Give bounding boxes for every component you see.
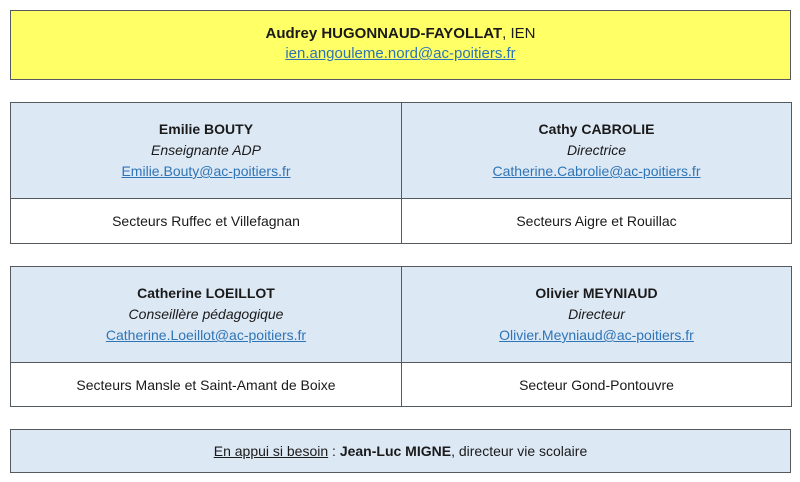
person-email-link[interactable]: Catherine.Loeillot@ac-poitiers.fr [105,327,307,343]
person-role: Directrice [566,142,627,158]
team-table-1 [10,102,792,244]
person-name: Cathy CABROLIE [538,121,655,137]
person-email-link[interactable]: Catherine.Cabrolie@ac-poitiers.fr [492,163,701,179]
support-footer-box [10,429,791,473]
person-role: Directeur [568,306,625,322]
person-email-link[interactable]: Emilie.Bouty@ac-poitiers.fr [121,163,291,179]
ien-title: , IEN [502,25,536,42]
support-separator: : [328,443,340,459]
person-card-bouty [11,103,402,199]
person-sector: Secteurs Aigre et Rouillac [402,199,792,244]
person-name: Olivier MEYNIAUD [535,285,658,301]
support-label: En appui si besoin [213,443,329,459]
person-role: Enseignante ADP [151,142,261,158]
ien-header-box [10,10,791,80]
support-role: , directeur vie scolaire [451,443,588,459]
person-sector: Secteur Gond-Pontouvre [402,363,792,407]
person-card-meyniaud [402,267,792,363]
person-email-link[interactable]: Olivier.Meyniaud@ac-poitiers.fr [499,327,694,343]
person-name: Emilie BOUTY [158,121,254,137]
person-sector: Secteurs Ruffec et Villefagnan [11,199,402,244]
team-table-2 [10,266,792,407]
ien-name: Audrey HUGONNAUD-FAYOLLAT [265,25,503,42]
ien-name-line [11,24,790,44]
person-name: Catherine LOEILLOT [137,285,275,301]
support-name: Jean-Luc MIGNE [339,443,452,459]
person-card-loeillot [11,267,402,363]
ien-email-link[interactable]: ien.angouleme.nord@ac-poitiers.fr [285,45,516,62]
person-sector: Secteurs Mansle et Saint-Amant de Boixe [11,363,402,407]
person-card-cabrolie [402,103,792,199]
person-role: Conseillère pédagogique [128,306,284,322]
